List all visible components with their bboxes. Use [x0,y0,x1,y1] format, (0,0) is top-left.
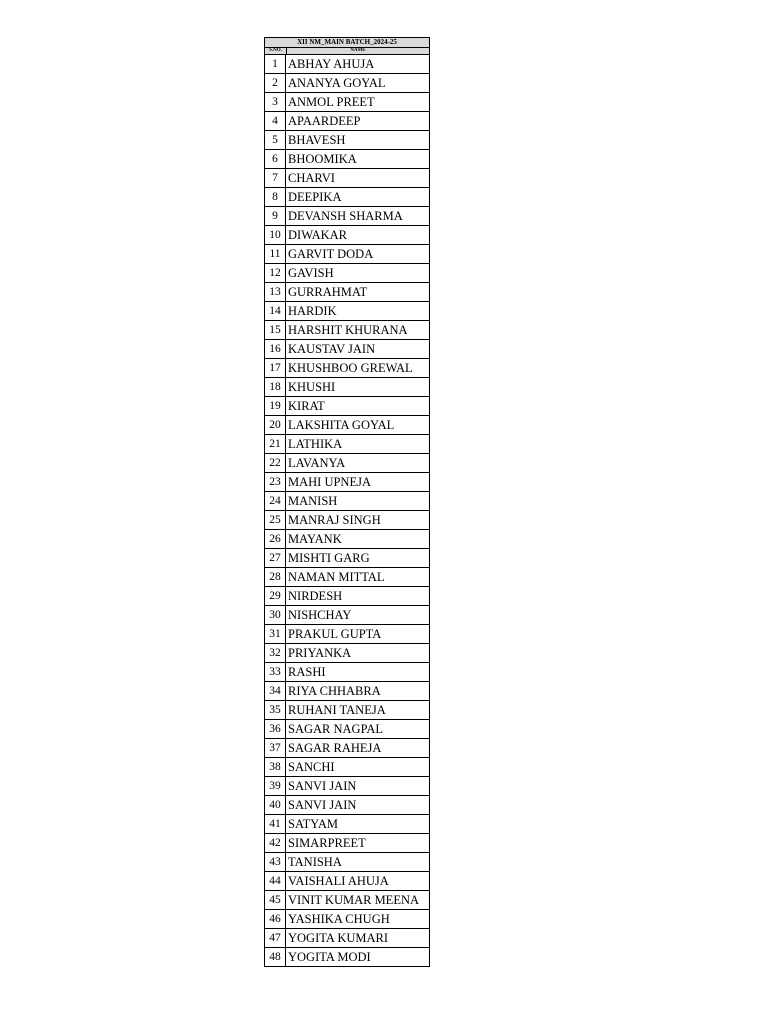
row-name: KAUSTAV JAIN [288,342,376,356]
row-sno: 23 [265,473,286,491]
row-sno: 21 [265,435,286,453]
row-sno: 27 [265,549,286,567]
row-sno: 19 [265,397,286,415]
row-sno: 34 [265,682,286,700]
table-row [265,568,429,587]
table-row [265,739,429,758]
table-row [265,663,429,682]
student-list-table [264,37,430,967]
row-name: DEEPIKA [288,190,342,204]
row-name: PRAKUL GUPTA [288,627,382,641]
row-sno: 5 [265,131,286,149]
table-row [265,701,429,720]
row-sno: 47 [265,929,286,947]
table-row [265,473,429,492]
row-sno: 30 [265,606,286,624]
row-sno: 38 [265,758,286,776]
row-name: GAVISH [288,266,334,280]
table-row [265,264,429,283]
row-sno: 16 [265,340,286,358]
table-row [265,872,429,891]
row-name: LAVANYA [288,456,346,470]
row-sno: 13 [265,283,286,301]
table-row [265,606,429,625]
table-title: XII NM_MAIN BATCH_2024-25 [264,37,430,47]
row-sno: 32 [265,644,286,662]
row-name: NAMAN MITTAL [288,570,385,584]
row-name: SATYAM [288,817,339,831]
row-name: GURRAHMAT [288,285,368,299]
row-sno: 22 [265,454,286,472]
row-name: MAYANK [288,532,342,546]
row-sno: 17 [265,359,286,377]
row-sno: 33 [265,663,286,681]
row-name: LATHIKA [288,437,343,451]
row-sno: 2 [265,74,286,92]
table-row [265,720,429,739]
table-header [264,47,430,55]
table-row [265,435,429,454]
row-name: LAKSHITA GOYAL [288,418,395,432]
row-name: HARDIK [288,304,337,318]
row-sno: 20 [265,416,286,434]
row-name: SANVI JAIN [288,779,357,793]
table-row [265,188,429,207]
table-row [265,169,429,188]
header-sno: S.NO. [265,48,287,54]
row-name: PRIYANKA [288,646,352,660]
row-sno: 10 [265,226,286,244]
table-row [265,910,429,929]
table-row [265,929,429,948]
row-name: APAARDEEP [288,114,361,128]
table-row [265,549,429,568]
table-row [265,55,429,74]
table-row [265,948,429,967]
row-sno: 18 [265,378,286,396]
row-name: SANCHI [288,760,335,774]
table-row [265,321,429,340]
row-sno: 4 [265,112,286,130]
table-row [265,226,429,245]
row-sno: 31 [265,625,286,643]
table-row [265,853,429,872]
table-row [265,587,429,606]
row-sno: 12 [265,264,286,282]
row-sno: 24 [265,492,286,510]
row-name: RASHI [288,665,326,679]
row-sno: 46 [265,910,286,928]
header-name: NAME [350,48,366,53]
table-row [265,625,429,644]
row-sno: 9 [265,207,286,225]
table-row [265,245,429,264]
row-sno: 37 [265,739,286,757]
row-name: RIYA CHHABRA [288,684,381,698]
table-row [265,378,429,397]
row-name: GARVIT DODA [288,247,374,261]
row-name: MANISH [288,494,338,508]
table-row [265,359,429,378]
row-sno: 35 [265,701,286,719]
row-sno: 11 [265,245,286,263]
row-sno: 39 [265,777,286,795]
table-row [265,340,429,359]
row-sno: 41 [265,815,286,833]
table-row [265,796,429,815]
row-name: MAHI UPNEJA [288,475,371,489]
row-name: SAGAR RAHEJA [288,741,382,755]
table-row [265,150,429,169]
row-name: TANISHA [288,855,342,869]
row-name: KIRAT [288,399,325,413]
row-name: DIWAKAR [288,228,348,242]
row-name: SAGAR NAGPAL [288,722,384,736]
row-sno: 3 [265,93,286,111]
table-row [265,302,429,321]
table-row [265,777,429,796]
row-name: DEVANSH SHARMA [288,209,403,223]
row-name: MANRAJ SINGH [288,513,381,527]
row-sno: 7 [265,169,286,187]
row-name: ABHAY AHUJA [288,57,375,71]
table-row [265,283,429,302]
table-row [265,131,429,150]
row-sno: 29 [265,587,286,605]
row-name: YOGITA KUMARI [288,931,389,945]
table-row [265,492,429,511]
row-name: BHAVESH [288,133,346,147]
row-name: VAISHALI AHUJA [288,874,389,888]
row-name: ANMOL PREET [288,95,375,109]
row-name: VINIT KUMAR MEENA [288,893,420,907]
row-sno: 42 [265,834,286,852]
table-row [265,454,429,473]
row-name: ANANYA GOYAL [288,76,386,90]
row-name: SIMARPREET [288,836,366,850]
table-body [264,55,430,967]
table-row [265,112,429,131]
row-sno: 28 [265,568,286,586]
row-name: YASHIKA CHUGH [288,912,390,926]
row-name: YOGITA MODI [288,950,371,964]
table-row [265,758,429,777]
row-name: NISHCHAY [288,608,352,622]
row-name: CHARVI [288,171,335,185]
row-name: NIRDESH [288,589,343,603]
table-row [265,644,429,663]
table-row [265,207,429,226]
row-sno: 8 [265,188,286,206]
table-row [265,682,429,701]
row-name: KHUSHI [288,380,336,394]
row-sno: 25 [265,511,286,529]
table-row [265,397,429,416]
table-row [265,834,429,853]
table-row [265,530,429,549]
table-row [265,891,429,910]
table-row [265,74,429,93]
row-name: HARSHIT KHURANA [288,323,408,337]
row-sno: 44 [265,872,286,890]
row-sno: 48 [265,948,286,966]
row-sno: 40 [265,796,286,814]
row-sno: 36 [265,720,286,738]
row-sno: 14 [265,302,286,320]
row-sno: 43 [265,853,286,871]
row-sno: 15 [265,321,286,339]
table-row [265,93,429,112]
row-name: SANVI JAIN [288,798,357,812]
table-row [265,511,429,530]
row-sno: 26 [265,530,286,548]
row-name: RUHANI TANEJA [288,703,386,717]
row-name: MISHTI GARG [288,551,370,565]
row-name: KHUSHBOO GREWAL [288,361,413,375]
table-row [265,416,429,435]
table-row [265,815,429,834]
row-sno: 6 [265,150,286,168]
row-name: BHOOMIKA [288,152,357,166]
row-sno: 1 [265,55,286,73]
row-sno: 45 [265,891,286,909]
